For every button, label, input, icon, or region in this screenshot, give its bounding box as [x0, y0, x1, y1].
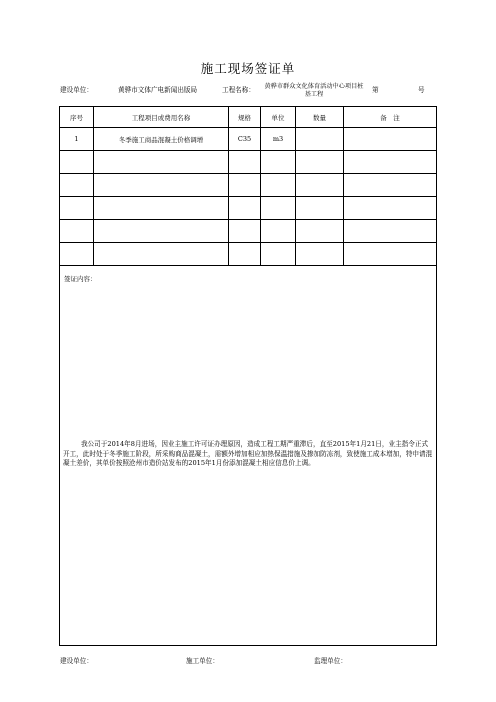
table-row [60, 174, 437, 197]
page-title: 施工现场签证单 [200, 61, 296, 76]
table-cell: C35 [229, 128, 261, 151]
table-cell [229, 174, 261, 197]
table-cell [229, 220, 261, 243]
table-cell [60, 151, 94, 174]
table-cell [261, 220, 296, 243]
table-cell [296, 151, 344, 174]
project-value: 黄骅市群众文化体育活动中心项目桩基工程 [264, 83, 364, 98]
table-cell [344, 174, 437, 197]
table-row [60, 151, 437, 174]
table-cell [261, 174, 296, 197]
table-cell [229, 197, 261, 220]
table-cell [94, 151, 229, 174]
column-header: 序号 [60, 107, 94, 128]
table-cell [296, 243, 344, 266]
table-cell [296, 197, 344, 220]
number-prefix: 第 [372, 86, 379, 94]
builder-value: 黄骅市文体广电新闻出版局 [118, 86, 198, 94]
table-cell [94, 243, 229, 266]
table-cell [261, 243, 296, 266]
table-row [60, 243, 437, 266]
table-row [60, 197, 437, 220]
builder-label: 建设单位： [60, 86, 93, 94]
visa-table [59, 106, 437, 646]
content-cell [60, 266, 437, 646]
column-header: 规格 [229, 107, 261, 128]
table-cell [94, 197, 229, 220]
content-body: 我公司于2014年8月进场，因业主施工许可证办理原因，造成工程工期严重滞后，直至2015年1月21日，业主指令正式开工，此时处于冬季施工阶段，所采购商品混凝土，需额外增加相应加热保温措施及掺加防冻剂，致使施工成本增加，特申请混凝土差价，其单价按照沧州市造价站发布的2015年1月份添加混凝土相应信息价上调。 [63, 440, 433, 467]
table-row [60, 128, 437, 151]
table-cell: 1 [60, 128, 94, 151]
table-cell [296, 220, 344, 243]
column-header: 数量 [296, 107, 344, 128]
footer-contractor-label: 施工单位： [186, 657, 219, 665]
table-cell [229, 151, 261, 174]
table-cell [60, 243, 94, 266]
table-cell [296, 174, 344, 197]
project-label: 工程名称： [222, 86, 255, 94]
table-row [60, 220, 437, 243]
footer-supervisor-label: 监理单位： [314, 657, 347, 665]
table-cell [229, 243, 261, 266]
table-cell [296, 128, 344, 151]
number-suffix: 号 [418, 86, 425, 94]
column-header: 单位 [261, 107, 296, 128]
footer-builder-label: 建设单位： [60, 657, 93, 665]
table-cell [344, 220, 437, 243]
table-cell [344, 197, 437, 220]
column-header: 工程项目或费用名称 [94, 107, 229, 128]
content-label: 签证内容： [64, 275, 97, 283]
table-cell: m3 [261, 128, 296, 151]
table-cell [344, 128, 437, 151]
table-cell [94, 220, 229, 243]
table-cell [261, 151, 296, 174]
table-cell: 冬季施工商品混凝土价格调增 [94, 128, 229, 151]
table-cell [344, 151, 437, 174]
table-cell [261, 197, 296, 220]
table-cell [344, 243, 437, 266]
table-cell [60, 220, 94, 243]
content-row [60, 266, 437, 646]
table-cell [94, 174, 229, 197]
column-header: 备 注 [344, 107, 437, 128]
table-cell [60, 174, 94, 197]
table-header-row [60, 107, 437, 128]
table-cell [60, 197, 94, 220]
